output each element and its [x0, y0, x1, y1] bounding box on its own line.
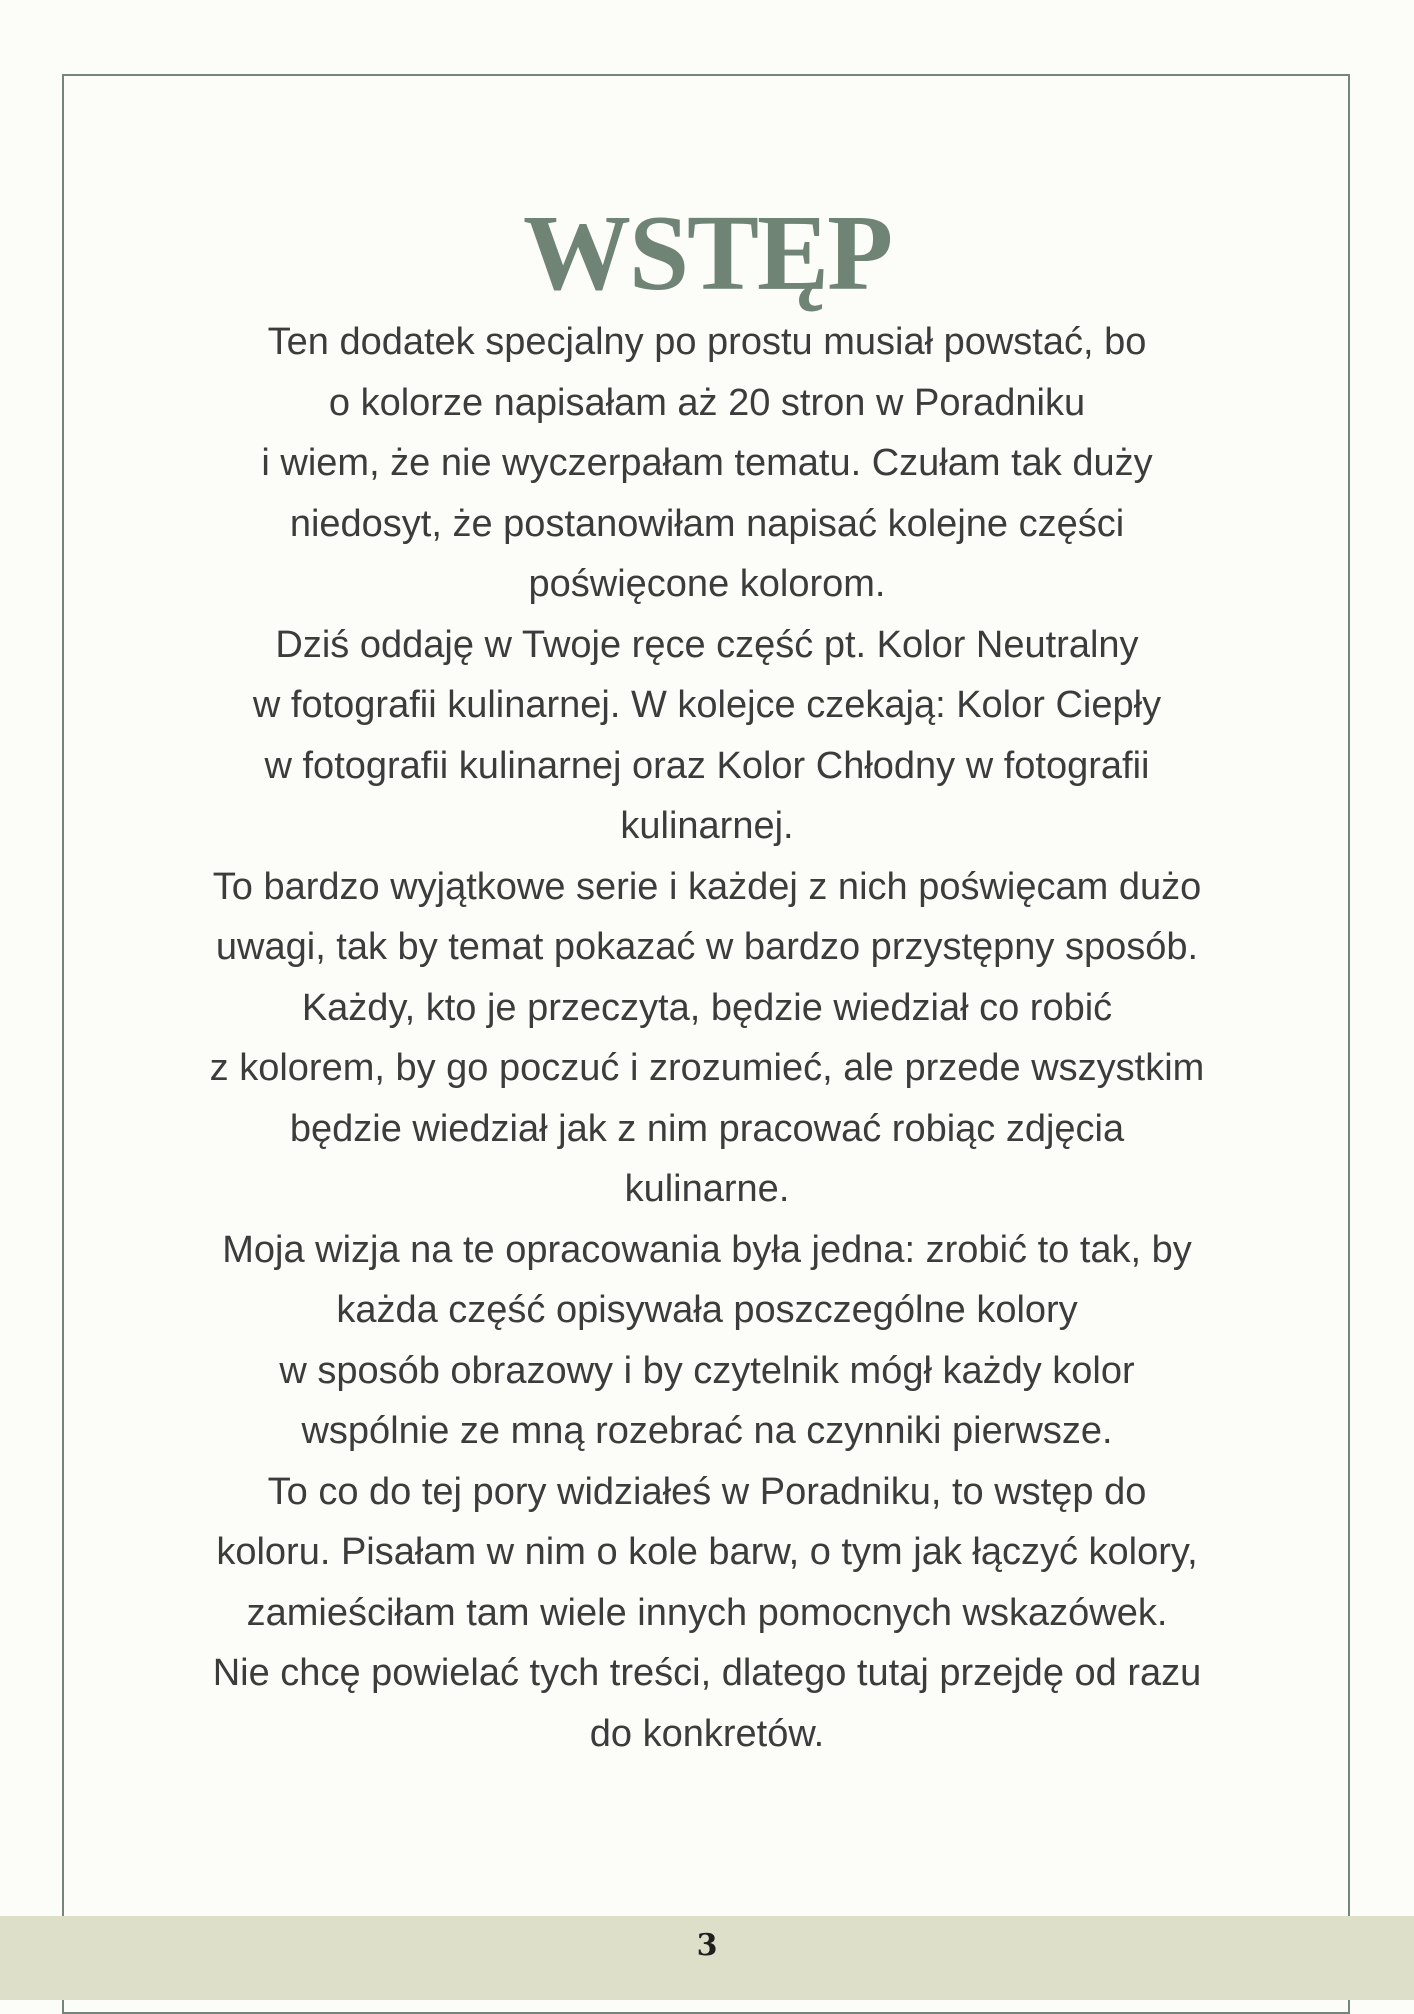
text-line: wspólnie ze mną rozebrać na czynniki pierwsze. [301, 1410, 1113, 1452]
text-line: kulinarne. [624, 1168, 790, 1210]
text-line: w fotografii kulinarnej. W kolejce czekają: Kolor Ciepły [252, 684, 1162, 726]
text-line: To bardzo wyjątkowe serie i każdej z nich poświęcam dużo [212, 865, 1202, 908]
text-line: w fotografii kulinarnej oraz Kolor Chłodny w fotografii [264, 744, 1150, 787]
text-line: z kolorem, by go poczuć i zrozumieć, ale przede wszystkim [209, 1047, 1205, 1089]
intro-text [120, 312, 1294, 1764]
text-line: do konkretów. [589, 1712, 825, 1755]
text-line: niedosyt, że postanowiłam napisać kolejne części [289, 502, 1125, 545]
text-line: uwagi, tak by temat pokazać w bardzo przystępny sposób. [215, 926, 1199, 968]
text-line: Ten dodatek specjalny po prostu musiał powstać, bo [267, 321, 1147, 363]
text-line: i wiem, że nie wyczerpałam tematu. Czułam tak duży [261, 442, 1153, 484]
text-line: Dziś oddaję w Twoje ręce część pt. Kolor Neutralny [275, 623, 1139, 666]
text-line: w sposób obrazowy i by czytelnik mógł każdy kolor [279, 1349, 1135, 1392]
text-line: kulinarnej. [620, 805, 794, 847]
text-line: będzie wiedział jak z nim pracować robiąc zdjęcia [289, 1107, 1125, 1150]
text-line: każda część opisywała poszczególne kolory [336, 1289, 1078, 1331]
text-line: zamieściłam tam wiele innych pomocnych wskazówek. [246, 1591, 1168, 1634]
text-line: o kolorze napisałam aż 20 stron w Poradniku [328, 381, 1086, 424]
text-line: koloru. Pisałam w nim o kole barw, o tym jak łączyć kolory, [216, 1531, 1198, 1573]
text-line: poświęcone kolorom. [528, 563, 886, 605]
page-number: 3 [696, 1928, 718, 1963]
text-line: To co do tej pory widziałeś w Poradniku, to wstęp do [267, 1470, 1147, 1513]
page-title: WSTĘP [522, 194, 892, 314]
text-line: Moja wizja na te opracowania była jedna: zrobić to tak, by [222, 1228, 1192, 1271]
text-line: Każdy, kto je przeczyta, będzie wiedział co robić [301, 986, 1113, 1029]
text-line: Nie chcę powielać tych treści, dlatego tutaj przejdę od razu [212, 1652, 1202, 1694]
